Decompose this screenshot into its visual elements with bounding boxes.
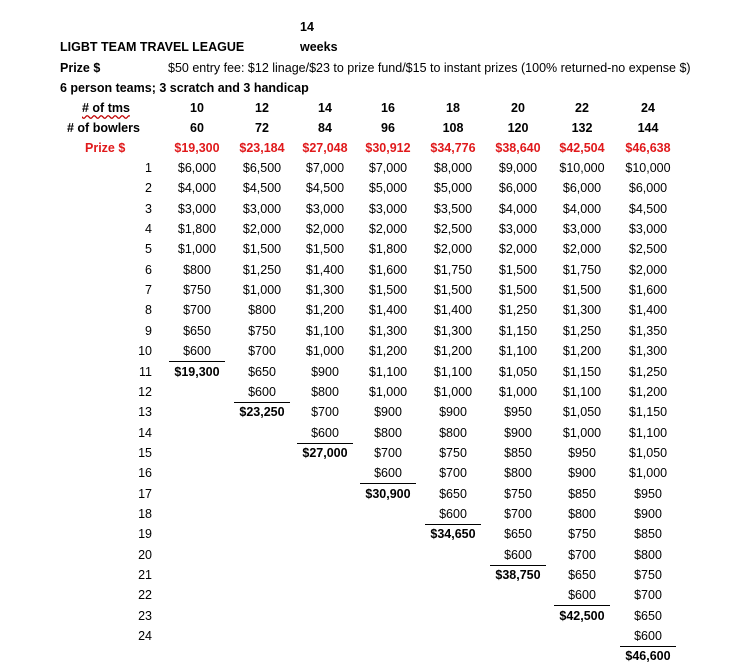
place-number: 10 bbox=[138, 344, 152, 359]
payout-cell: $700 bbox=[374, 445, 402, 460]
payout-cell: $1,500 bbox=[433, 283, 473, 298]
payout-cell: $3,000 bbox=[628, 222, 668, 237]
payout-cell: $900 bbox=[504, 425, 532, 440]
payout-cell: $2,000 bbox=[628, 262, 668, 277]
place-number: 5 bbox=[145, 242, 152, 257]
payout-cell: $600 bbox=[568, 588, 596, 603]
payout-cell: $1,800 bbox=[368, 242, 408, 257]
payout-cell: $1,200 bbox=[368, 344, 408, 359]
team-note: 6 person teams; 3 scratch and 3 handicap bbox=[60, 81, 309, 95]
total-rule bbox=[169, 361, 225, 362]
prize-row-label: Prize $ bbox=[85, 141, 126, 155]
payout-cell: $1,000 bbox=[628, 466, 668, 481]
payout-cell: $800 bbox=[311, 384, 339, 399]
payout-cell: $1,800 bbox=[177, 222, 217, 237]
payout-cell: $650 bbox=[439, 486, 467, 501]
column-total: $38,750 bbox=[495, 568, 541, 582]
payout-cell: $3,000 bbox=[177, 201, 217, 216]
bowlers-count: 144 bbox=[637, 121, 659, 135]
payout-cell: $800 bbox=[183, 262, 211, 277]
payout-cell: $1,000 bbox=[498, 384, 538, 399]
payout-cell: $650 bbox=[183, 323, 211, 338]
place-number: 19 bbox=[138, 527, 152, 542]
place-number: 2 bbox=[145, 181, 152, 196]
teams-count: 12 bbox=[255, 101, 269, 115]
payout-cell: $650 bbox=[504, 527, 532, 542]
bowlers-count: 96 bbox=[381, 121, 395, 135]
payout-cell: $1,400 bbox=[433, 303, 473, 318]
payout-cell: $700 bbox=[568, 547, 596, 562]
payout-cell: $3,500 bbox=[433, 201, 473, 216]
payout-cell: $750 bbox=[568, 527, 596, 542]
payout-cell: $1,350 bbox=[628, 323, 668, 338]
place-number: 6 bbox=[145, 262, 152, 277]
payout-cell: $7,000 bbox=[305, 161, 345, 175]
prize-fund: $34,776 bbox=[430, 141, 476, 155]
payout-cell: $750 bbox=[634, 568, 662, 582]
column-total: $30,900 bbox=[365, 486, 411, 501]
total-rule bbox=[490, 565, 546, 566]
weeks-number: 14 bbox=[300, 20, 314, 34]
teams-row-label: # of tms bbox=[82, 101, 130, 115]
payout-cell: $1,050 bbox=[498, 364, 538, 379]
payout-cell: $750 bbox=[248, 323, 276, 338]
payout-cell: $1,100 bbox=[498, 344, 538, 359]
payout-cell: $950 bbox=[504, 405, 532, 420]
payout-cell: $600 bbox=[311, 425, 339, 440]
payout-cell: $1,150 bbox=[562, 364, 602, 379]
payout-cell: $3,000 bbox=[242, 201, 282, 216]
payout-cell: $650 bbox=[568, 568, 596, 582]
payout-cell: $1,050 bbox=[562, 405, 602, 420]
payout-cell: $3,000 bbox=[562, 222, 602, 237]
payout-cell: $800 bbox=[439, 425, 467, 440]
prize-fund: $38,640 bbox=[495, 141, 541, 155]
payout-cell: $900 bbox=[374, 405, 402, 420]
place-number: 9 bbox=[145, 323, 152, 338]
prize-fund: $42,504 bbox=[559, 141, 605, 155]
prize-fund: $27,048 bbox=[302, 141, 348, 155]
payout-cell: $3,000 bbox=[498, 222, 538, 237]
payout-cell: $800 bbox=[634, 547, 662, 562]
prize-fund: $19,300 bbox=[174, 141, 220, 155]
payout-cell: $5,000 bbox=[433, 181, 473, 196]
league-name: LIGBT TEAM TRAVEL LEAGUE bbox=[60, 40, 245, 54]
payout-cell: $1,000 bbox=[433, 384, 473, 399]
bowlers-count: 60 bbox=[190, 121, 204, 135]
payout-cell: $1,000 bbox=[242, 283, 282, 298]
teams-count: 24 bbox=[641, 101, 655, 115]
payout-cell: $1,400 bbox=[368, 303, 408, 318]
bowlers-count: 108 bbox=[442, 121, 464, 135]
payout-cell: $900 bbox=[634, 506, 662, 521]
fee-description: $50 entry fee: $12 linage/$23 to prize fund/$15 to instant prizes (100% returned-no expense $) bbox=[168, 61, 691, 75]
payout-cell: $700 bbox=[311, 405, 339, 420]
teams-count: 20 bbox=[511, 101, 525, 115]
payout-cell: $1,250 bbox=[242, 262, 282, 277]
payout-cell: $4,000 bbox=[498, 201, 538, 216]
column-total: $19,300 bbox=[174, 364, 220, 379]
place-number: 11 bbox=[139, 364, 152, 379]
payout-cell: $1,500 bbox=[305, 242, 345, 257]
payout-cell: $1,300 bbox=[433, 323, 473, 338]
prize-fund: $46,638 bbox=[625, 141, 671, 155]
payout-cell: $1,600 bbox=[628, 283, 668, 298]
payout-cell: $1,100 bbox=[562, 384, 602, 399]
payout-cell: $750 bbox=[439, 445, 467, 460]
column-total: $23,250 bbox=[239, 405, 285, 420]
payout-cell: $1,200 bbox=[562, 344, 602, 359]
teams-count: 14 bbox=[318, 101, 332, 115]
payout-cell: $650 bbox=[634, 608, 662, 623]
payout-cell: $2,000 bbox=[368, 222, 408, 237]
payout-cell: $6,000 bbox=[177, 161, 217, 175]
teams-count: 22 bbox=[575, 101, 589, 115]
place-number: 4 bbox=[145, 222, 152, 237]
place-number: 15 bbox=[138, 445, 152, 460]
payout-cell: $10,000 bbox=[559, 161, 605, 175]
payout-cell: $600 bbox=[183, 344, 211, 359]
payout-cell: $1,500 bbox=[368, 283, 408, 298]
payout-cell: $1,500 bbox=[498, 283, 538, 298]
payout-cell: $2,500 bbox=[628, 242, 668, 257]
place-number: 8 bbox=[145, 303, 152, 318]
payout-cell: $1,300 bbox=[305, 283, 345, 298]
payout-cell: $1,200 bbox=[628, 384, 668, 399]
payout-cell: $1,200 bbox=[433, 344, 473, 359]
payout-cell: $700 bbox=[183, 303, 211, 318]
bowlers-count: 132 bbox=[571, 121, 593, 135]
place-number: 13 bbox=[138, 405, 152, 420]
payout-cell: $2,000 bbox=[305, 222, 345, 237]
payout-cell: $800 bbox=[568, 506, 596, 521]
payout-cell: $7,000 bbox=[368, 161, 408, 175]
place-number: 3 bbox=[145, 201, 152, 216]
payout-cell: $1,250 bbox=[628, 364, 668, 379]
place-number: 1 bbox=[145, 161, 152, 175]
payout-cell: $1,000 bbox=[305, 344, 345, 359]
payout-cell: $1,100 bbox=[368, 364, 408, 379]
place-number: 7 bbox=[145, 283, 152, 298]
payout-cell: $1,100 bbox=[433, 364, 473, 379]
payout-cell: $2,000 bbox=[498, 242, 538, 257]
payout-cell: $6,000 bbox=[562, 181, 602, 196]
column-total: $42,500 bbox=[559, 608, 605, 623]
payout-cell: $1,150 bbox=[498, 323, 538, 338]
payout-cell: $600 bbox=[634, 629, 662, 644]
payout-cell: $850 bbox=[504, 445, 532, 460]
payout-cell: $6,000 bbox=[628, 181, 668, 196]
total-rule bbox=[620, 646, 676, 647]
total-rule bbox=[297, 443, 353, 444]
payout-cell: $1,400 bbox=[628, 303, 668, 318]
payout-cell: $1,750 bbox=[433, 262, 473, 277]
column-total: $46,600 bbox=[625, 649, 671, 663]
payout-cell: $8,000 bbox=[433, 161, 473, 175]
payout-cell: $700 bbox=[634, 588, 662, 603]
payout-cell: $4,500 bbox=[242, 181, 282, 196]
prize-label: Prize $ bbox=[60, 61, 101, 75]
payout-cell: $950 bbox=[634, 486, 662, 501]
teams-count: 18 bbox=[446, 101, 460, 115]
payout-cell: $1,300 bbox=[368, 323, 408, 338]
payout-cell: $600 bbox=[439, 506, 467, 521]
payout-cell: $1,500 bbox=[562, 283, 602, 298]
payout-cell: $900 bbox=[439, 405, 467, 420]
weeks-label: weeks bbox=[300, 40, 338, 54]
total-rule bbox=[554, 605, 610, 606]
payout-cell: $1,250 bbox=[498, 303, 538, 318]
payout-cell: $750 bbox=[504, 486, 532, 501]
payout-cell: $2,000 bbox=[562, 242, 602, 257]
payout-cell: $900 bbox=[568, 466, 596, 481]
payout-cell: $9,000 bbox=[498, 161, 538, 175]
place-number: 14 bbox=[138, 425, 152, 440]
payout-cell: $3,000 bbox=[368, 201, 408, 216]
payout-cell: $700 bbox=[248, 344, 276, 359]
payout-cell: $6,500 bbox=[242, 161, 282, 175]
payout-cell: $1,150 bbox=[628, 405, 668, 420]
column-total: $27,000 bbox=[302, 445, 348, 460]
payout-cell: $10,000 bbox=[625, 161, 671, 175]
payout-cell: $3,000 bbox=[305, 201, 345, 216]
payout-cell: $700 bbox=[439, 466, 467, 481]
payout-cell: $1,300 bbox=[562, 303, 602, 318]
place-number: 23 bbox=[138, 608, 152, 623]
place-number: 16 bbox=[138, 466, 152, 481]
payout-cell: $1,000 bbox=[177, 242, 217, 257]
teams-count: 10 bbox=[190, 101, 204, 115]
payout-cell: $2,500 bbox=[433, 222, 473, 237]
payout-cell: $1,100 bbox=[628, 425, 668, 440]
place-number: 24 bbox=[138, 629, 152, 644]
bowlers-count: 120 bbox=[507, 121, 529, 135]
bowlers-count: 72 bbox=[255, 121, 269, 135]
place-number: 22 bbox=[138, 588, 152, 603]
payout-cell: $1,500 bbox=[242, 242, 282, 257]
place-number: 12 bbox=[138, 384, 152, 399]
payout-cell: $800 bbox=[248, 303, 276, 318]
payout-cell: $2,000 bbox=[242, 222, 282, 237]
payout-cell: $800 bbox=[504, 466, 532, 481]
total-rule bbox=[360, 483, 416, 484]
payout-cell: $1,000 bbox=[368, 384, 408, 399]
payout-cell: $4,500 bbox=[305, 181, 345, 196]
payout-cell: $1,400 bbox=[305, 262, 345, 277]
teams-count: 16 bbox=[381, 101, 395, 115]
payout-cell: $1,200 bbox=[305, 303, 345, 318]
payout-cell: $4,500 bbox=[628, 201, 668, 216]
place-number: 20 bbox=[138, 547, 152, 562]
place-number: 21 bbox=[138, 568, 152, 582]
payout-cell: $1,500 bbox=[498, 262, 538, 277]
prize-fund: $23,184 bbox=[239, 141, 285, 155]
payout-cell: $850 bbox=[634, 527, 662, 542]
payout-cell: $4,000 bbox=[562, 201, 602, 216]
total-rule bbox=[425, 524, 481, 525]
payout-cell: $1,750 bbox=[562, 262, 602, 277]
prize-fund: $30,912 bbox=[365, 141, 411, 155]
bowlers-row-label: # of bowlers bbox=[67, 121, 140, 135]
payout-cell: $800 bbox=[374, 425, 402, 440]
payout-cell: $850 bbox=[568, 486, 596, 501]
place-number: 17 bbox=[138, 486, 152, 501]
payout-cell: $600 bbox=[248, 384, 276, 399]
payout-cell: $900 bbox=[311, 364, 339, 379]
payout-cell: $1,100 bbox=[305, 323, 345, 338]
payout-cell: $700 bbox=[504, 506, 532, 521]
payout-cell: $1,050 bbox=[628, 445, 668, 460]
column-total: $34,650 bbox=[430, 527, 476, 542]
payout-cell: $650 bbox=[248, 364, 276, 379]
payout-cell: $2,000 bbox=[433, 242, 473, 257]
payout-cell: $1,000 bbox=[562, 425, 602, 440]
bowlers-count: 84 bbox=[318, 121, 332, 135]
payout-cell: $1,300 bbox=[628, 344, 668, 359]
payout-cell: $600 bbox=[374, 466, 402, 481]
payout-cell: $750 bbox=[183, 283, 211, 298]
payout-cell: $5,000 bbox=[368, 181, 408, 196]
payout-cell: $950 bbox=[568, 445, 596, 460]
payout-cell: $600 bbox=[504, 547, 532, 562]
payout-cell: $4,000 bbox=[177, 181, 217, 196]
place-number: 18 bbox=[138, 506, 152, 521]
payout-cell: $1,600 bbox=[368, 262, 408, 277]
payout-cell: $6,000 bbox=[498, 181, 538, 196]
payout-cell: $1,250 bbox=[562, 323, 602, 338]
total-rule bbox=[234, 402, 290, 403]
